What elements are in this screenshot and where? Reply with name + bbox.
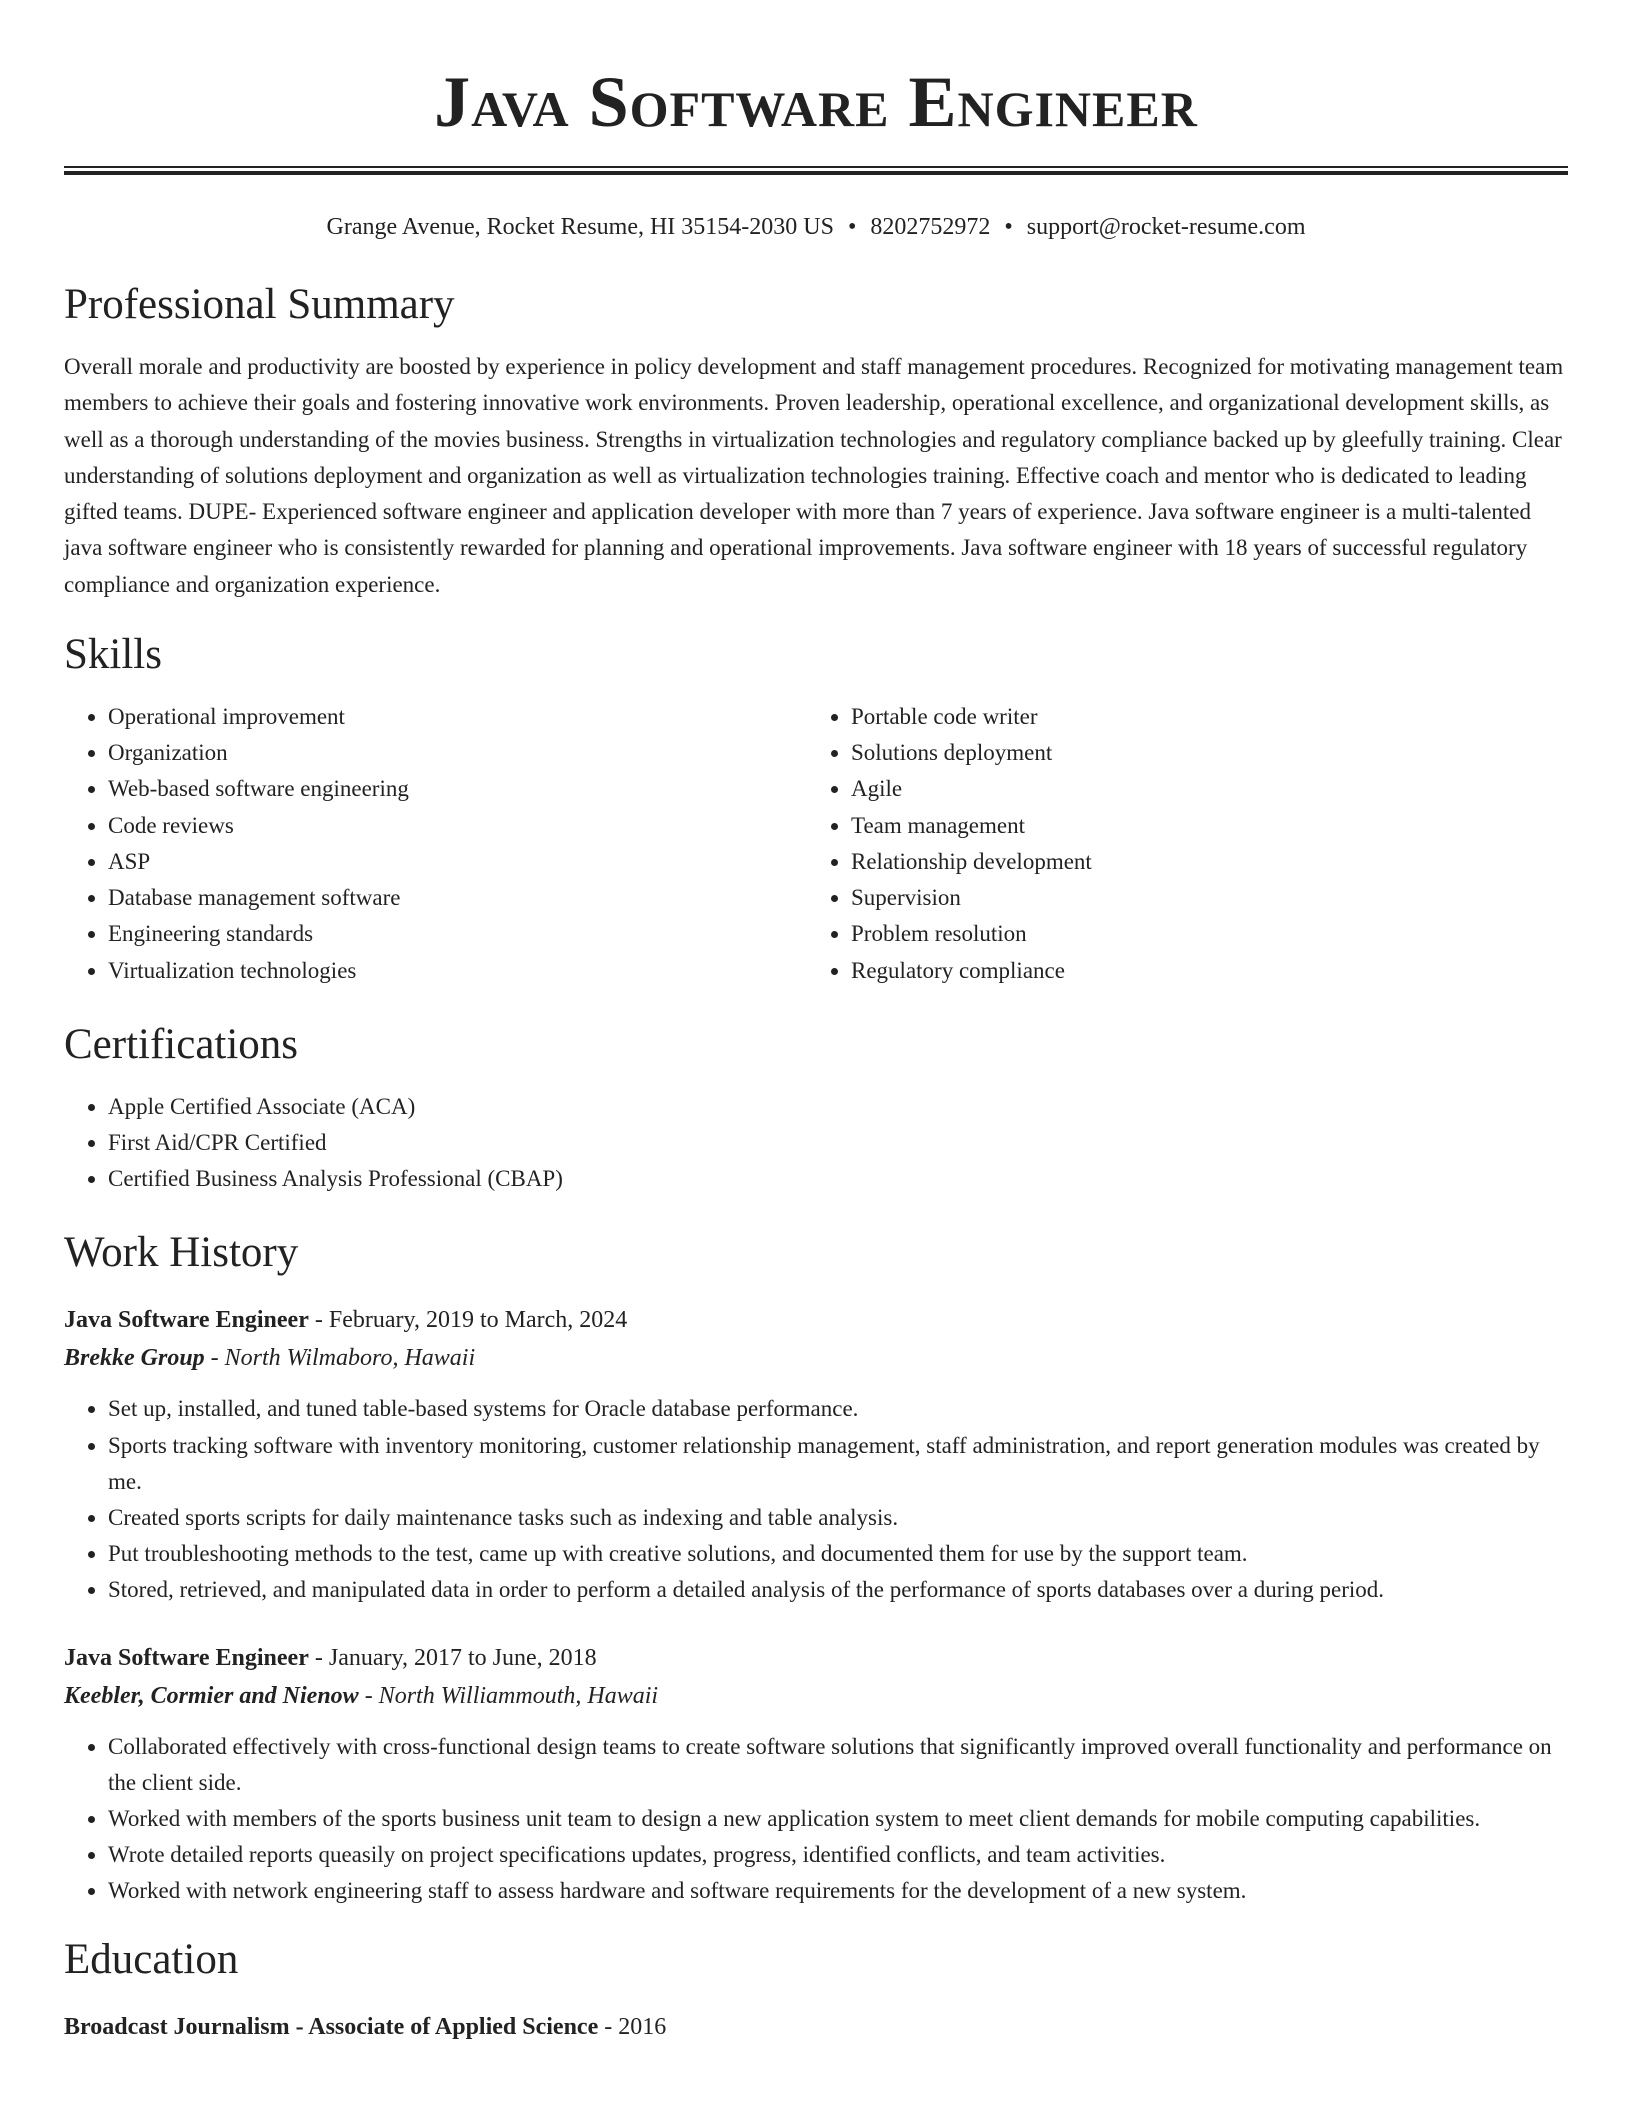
certifications-heading: Certifications: [64, 1020, 299, 1068]
job-bullet: • Created sports scripts for daily maintenance tasks such as indexing and table analysis.: [108, 1500, 1568, 1536]
job-title: Java Software Engineer: [64, 1644, 309, 1671]
education-heading: Education: [64, 1935, 239, 1983]
job-company-line: [64, 1339, 1568, 1377]
skill-item: • Engineering standards: [108, 916, 807, 952]
job-company: Brekke Group: [64, 1345, 205, 1372]
education-year: - 2016: [598, 2013, 667, 2040]
certification-item: • Apple Certified Associate (ACA): [108, 1089, 1568, 1125]
work-history-heading: Work History: [64, 1229, 299, 1277]
job-bullet: • Wrote detailed reports queasily on project specifications updates, progress, identified conflicts, and team activities.: [108, 1837, 1568, 1873]
contact-address: Grange Avenue, Rocket Resume, HI 35154-2030 US: [326, 214, 834, 240]
skill-item: • Database management software: [108, 880, 807, 916]
certifications-list: [64, 1089, 1568, 1198]
skill-item: • Operational improvement: [108, 699, 807, 735]
job-bullets: [64, 1391, 1568, 1608]
job-dates: - January, 2017 to June, 2018: [308, 1644, 597, 1671]
contact-separator: •: [847, 214, 857, 240]
resume-title: Java Software Engineer: [434, 62, 1198, 142]
job-entry: [64, 1301, 1568, 1608]
job-bullet: • Stored, retrieved, and manipulated data in order to perform a detailed analysis of the performance of sports databases over a during period.: [108, 1572, 1568, 1608]
summary-heading: Professional Summary: [64, 281, 455, 328]
job-bullet: • Worked with network engineering staff to assess hardware and software requirements for the development of a new system.: [108, 1873, 1568, 1909]
job-bullet: • Sports tracking software with inventory monitoring, customer relationship management, staff administration, and report generation modules was created by me.: [108, 1428, 1568, 1500]
job-bullet: • Set up, installed, and tuned table-based systems for Oracle database performance.: [108, 1391, 1568, 1427]
skill-item: • Solutions deployment: [851, 735, 1550, 771]
summary-text: Overall morale and productivity are boosted by experience in policy development and staff management procedures. Recognized for motivating management team members to achieve their goals and fostering innovative work environments. Proven leadership, operational excellence, and organizational development skills, as well as a thorough understanding of the movies business. Strengths in virtualization technologies and regulatory compliance backed up by gleefully training. Clear understanding of solutions deployment and organization as well as virtualization technologies training. Effective coach and mentor who is dedicated to leading gifted teams. DUPE- Experienced software engineer and application developer with more than 7 years of experience. Java software engineer is a multi-talented java software engineer who is consistently rewarded for planning and operational improvements. Java software engineer with 18 years of successful regulatory compliance and organization experience.: [64, 354, 1564, 597]
job-location: - North Williammouth, Hawaii: [358, 1682, 659, 1709]
job-bullets: [64, 1729, 1568, 1910]
job-location: - North Wilmaboro, Hawaii: [204, 1345, 476, 1372]
job-company: Keebler, Cormier and Nienow: [64, 1682, 359, 1709]
skill-item: • Agile: [851, 771, 1550, 807]
certification-item: • First Aid/CPR Certified: [108, 1125, 1568, 1161]
skill-item: • Team management: [851, 808, 1550, 844]
skill-item: • Portable code writer: [851, 699, 1550, 735]
skill-item: • ASP: [108, 844, 807, 880]
job-bullet: • Worked with members of the sports business unit team to design a new application system to meet client demands for mobile computing capabilities.: [108, 1801, 1568, 1837]
job-company-line: [64, 1677, 1568, 1715]
skill-item: • Problem resolution: [851, 916, 1550, 952]
job-title: Java Software Engineer: [64, 1307, 309, 1334]
title-divider: [64, 166, 1568, 175]
job-header: [64, 1639, 1568, 1677]
job-bullet: • Collaborated effectively with cross-functional design teams to create software solutions that significantly improved overall functionality and performance on the client side.: [108, 1729, 1568, 1801]
skills-list-right: [807, 699, 1550, 989]
education-entry: [64, 2008, 1568, 2046]
job-dates: - February, 2019 to March, 2024: [308, 1307, 628, 1334]
skill-item: • Virtualization technologies: [108, 953, 807, 989]
education-degree: Broadcast Journalism - Associate of Applied Science: [64, 2013, 599, 2040]
contact-phone: 8202752972: [870, 214, 991, 240]
contact-separator: •: [1004, 214, 1013, 240]
job-bullet: • Put troubleshooting methods to the test, came up with creative solutions, and documented them for use by the support team.: [108, 1536, 1568, 1572]
contact-email: support@rocket-resume.com: [1026, 214, 1306, 240]
skills-column-right: [807, 699, 1550, 989]
skill-item: • Supervision: [851, 880, 1550, 916]
skill-item: • Web-based software engineering: [108, 771, 807, 807]
skills-list-left: [64, 699, 807, 989]
contact-line: [64, 211, 1568, 243]
skill-item: • Organization: [108, 735, 807, 771]
skill-item: • Regulatory compliance: [851, 953, 1550, 989]
job-entry: [64, 1639, 1568, 1910]
skill-item: • Relationship development: [851, 844, 1550, 880]
skills-column-left: [64, 699, 807, 989]
certification-item: • Certified Business Analysis Professional (CBAP): [108, 1161, 1568, 1197]
skill-item: • Code reviews: [108, 808, 807, 844]
skills-heading: Skills: [64, 631, 162, 679]
job-header: [64, 1301, 1568, 1339]
skills-grid: [64, 699, 1568, 989]
